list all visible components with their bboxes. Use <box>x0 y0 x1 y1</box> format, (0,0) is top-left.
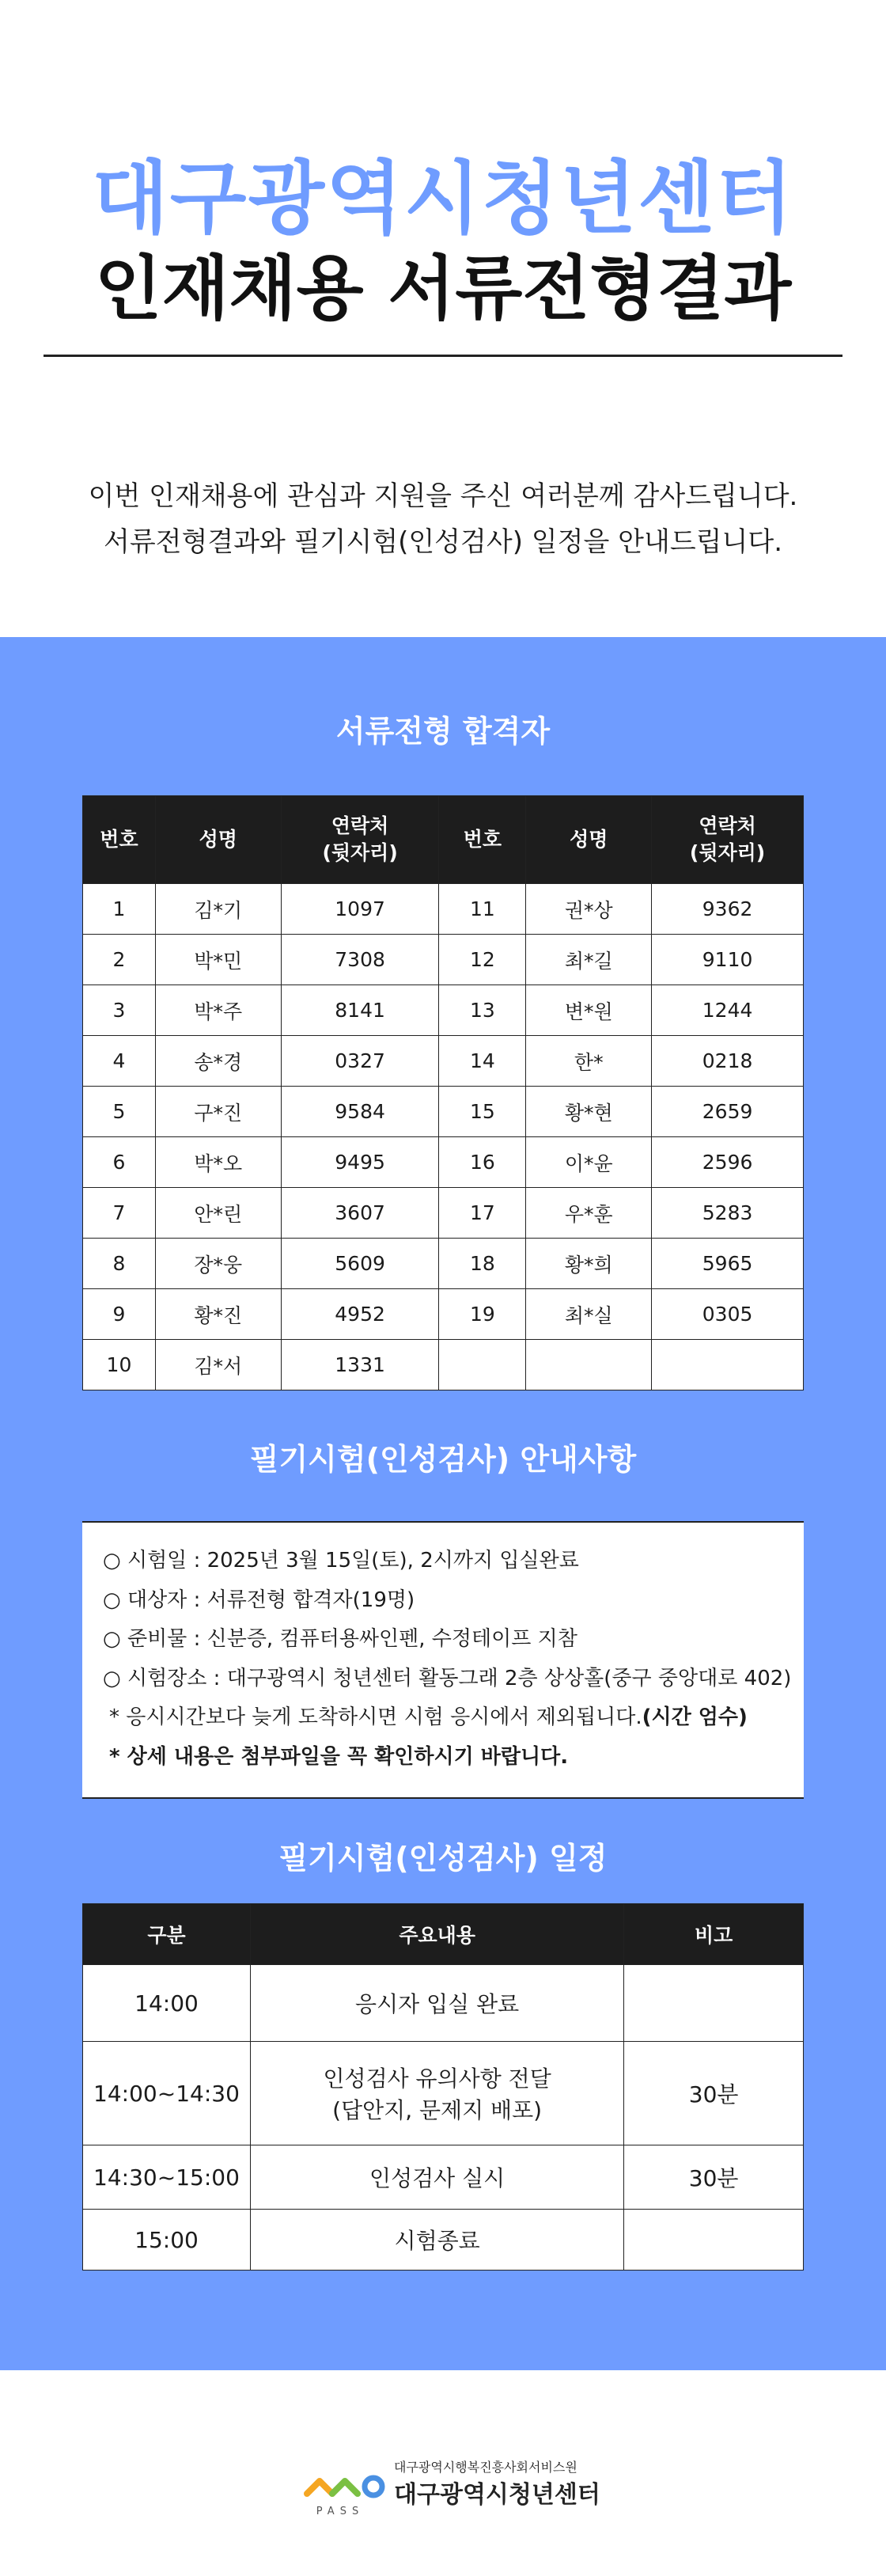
table-row <box>83 1087 804 1137</box>
cell-contact: 1331 <box>281 1340 439 1390</box>
notice-item: ○ 대상자 : 서류전형 합격자(19명) <box>103 1588 415 1612</box>
cell-name: 구*진 <box>155 1087 281 1137</box>
center-title: 대구광역시청년센터 <box>92 152 794 245</box>
cell-name: 박*주 <box>155 985 281 1036</box>
cell-name: 한* <box>526 1036 652 1087</box>
cell-name: 송*경 <box>155 1036 281 1087</box>
passers-table <box>82 795 804 1390</box>
cell-name: 박*오 <box>155 1137 281 1188</box>
cell-number: 4 <box>83 1036 156 1087</box>
divider <box>44 355 842 357</box>
intro-line: 이번 인재채용에 관심과 지원을 주신 여러분께 감사드립니다. <box>88 480 798 512</box>
cell-name: 이*윤 <box>526 1137 652 1188</box>
cell-name: 권*상 <box>526 884 652 935</box>
cell-number: 16 <box>439 1137 526 1188</box>
cell-remarks <box>624 2210 804 2271</box>
cell-content: 인성검사 실시 <box>250 2145 623 2210</box>
cell-contact: 5609 <box>281 1239 439 1289</box>
col-content: 주요내용 <box>250 1904 623 1965</box>
table-row <box>83 2210 804 2271</box>
table-row <box>83 1036 804 1087</box>
warning-emphasis: (시간 엄수) <box>642 1705 748 1729</box>
org-parent-name: 대구광역시행복진흥사회서비스원 <box>394 2460 577 2475</box>
page-header <box>0 0 886 637</box>
cell-number: 13 <box>439 985 526 1036</box>
cell-time: 14:00~14:30 <box>83 2042 251 2145</box>
table-header-row <box>83 1904 804 1965</box>
cell-number: 7 <box>83 1188 156 1239</box>
col-remarks: 비고 <box>624 1904 804 1965</box>
table-row <box>83 884 804 935</box>
cell-contact: 0327 <box>281 1036 439 1087</box>
intro-text <box>0 473 886 565</box>
cell-contact: 4952 <box>281 1289 439 1340</box>
cell-number: 1 <box>83 884 156 935</box>
cell-number: 12 <box>439 935 526 985</box>
table-header-row <box>83 796 804 884</box>
cell-contact: 5283 <box>652 1188 804 1239</box>
notice-item: ○ 준비물 : 신분증, 컴퓨터용싸인펜, 수정테이프 지참 <box>103 1627 577 1651</box>
cell-name: 김*서 <box>155 1340 281 1390</box>
cell-remarks: 30분 <box>624 2145 804 2210</box>
passers-section-title: 서류전형 합격자 <box>335 714 551 749</box>
cell-name: 김*기 <box>155 884 281 935</box>
intro-line: 서류전형결과와 필기시험(인성검사) 일정을 안내드립니다. <box>103 526 782 558</box>
cell-name: 박*민 <box>155 935 281 985</box>
col-number: 번호 <box>83 796 156 884</box>
cell-contact: 9362 <box>652 884 804 935</box>
cell-name: 황*진 <box>155 1289 281 1340</box>
cell-contact: 9110 <box>652 935 804 985</box>
cell-number <box>439 1340 526 1390</box>
cell-contact: 3607 <box>281 1188 439 1239</box>
cell-contact <box>652 1340 804 1390</box>
cell-time: 14:30~15:00 <box>83 2145 251 2210</box>
notice-section-title: 필기시험(인성검사) 안내사항 <box>249 1442 637 1477</box>
notice-item: ○ 시험장소 : 대구광역시 청년센터 활동그래 2층 상상홀(중구 중앙대로 402) <box>103 1666 792 1690</box>
cell-number: 17 <box>439 1188 526 1239</box>
table-row <box>83 935 804 985</box>
col-contact: 연락처 (뒷자리) <box>281 796 439 884</box>
org-name: 대구광역시청년센터 <box>394 2481 600 2509</box>
cell-number: 3 <box>83 985 156 1036</box>
cell-number: 14 <box>439 1036 526 1087</box>
cell-name: 변*원 <box>526 985 652 1036</box>
table-row <box>83 1965 804 2042</box>
cell-content: 응시자 입실 완료 <box>250 1965 623 2042</box>
cell-contact: 8141 <box>281 985 439 1036</box>
table-row <box>83 1239 804 1289</box>
col-name: 성명 <box>155 796 281 884</box>
table-row <box>83 1188 804 1239</box>
cell-contact: 5965 <box>652 1239 804 1289</box>
cell-content: 인성검사 유의사항 전달 (답안지, 문제지 배포) <box>250 2042 623 2145</box>
pass-logo-icon <box>304 2464 391 2521</box>
logo-text: PASS <box>316 2506 365 2517</box>
cell-name: 황*현 <box>526 1087 652 1137</box>
cell-number: 11 <box>439 884 526 935</box>
cell-contact: 9584 <box>281 1087 439 1137</box>
notice-warning: * 상세 내용은 첨부파일을 꼭 확인하시기 바랍니다. <box>109 1744 569 1769</box>
table-row <box>83 2145 804 2210</box>
footer <box>0 2370 886 2576</box>
col-time: 구분 <box>83 1904 251 1965</box>
schedule-table <box>82 1903 804 2271</box>
cell-contact: 2596 <box>652 1137 804 1188</box>
col-contact: 연락처 (뒷자리) <box>652 796 804 884</box>
cell-number: 19 <box>439 1289 526 1340</box>
cell-time: 15:00 <box>83 2210 251 2271</box>
cell-number: 5 <box>83 1087 156 1137</box>
cell-name: 최*길 <box>526 935 652 985</box>
cell-contact: 0218 <box>652 1036 804 1087</box>
cell-number: 9 <box>83 1289 156 1340</box>
col-number: 번호 <box>439 796 526 884</box>
cell-name: 우*훈 <box>526 1188 652 1239</box>
table-row <box>83 985 804 1036</box>
cell-contact: 9495 <box>281 1137 439 1188</box>
cell-number: 15 <box>439 1087 526 1137</box>
cell-name: 황*희 <box>526 1239 652 1289</box>
cell-contact: 1244 <box>652 985 804 1036</box>
cell-name: 최*실 <box>526 1289 652 1340</box>
cell-number: 6 <box>83 1137 156 1188</box>
cell-remarks: 30분 <box>624 2042 804 2145</box>
cell-contact: 2659 <box>652 1087 804 1137</box>
cell-contact: 1097 <box>281 884 439 935</box>
cell-number: 10 <box>83 1340 156 1390</box>
table-row <box>83 2042 804 2145</box>
cell-name: 장*웅 <box>155 1239 281 1289</box>
col-name: 성명 <box>526 796 652 884</box>
cell-content: 시험종료 <box>250 2210 623 2271</box>
cell-remarks <box>624 1965 804 2042</box>
cell-name <box>526 1340 652 1390</box>
cell-name: 안*린 <box>155 1188 281 1239</box>
schedule-section-title: 필기시험(인성검사) 일정 <box>278 1841 608 1876</box>
cell-number: 8 <box>83 1239 156 1289</box>
table-row <box>83 1340 804 1390</box>
cell-number: 18 <box>439 1239 526 1289</box>
notice-item: ○ 시험일 : 2025년 3월 15일(토), 2시까지 입실완료 <box>103 1549 579 1573</box>
warning-text: * 응시시간보다 늦게 도착하시면 시험 응시에서 제외됩니다. <box>109 1705 642 1729</box>
cell-number: 2 <box>83 935 156 985</box>
table-row <box>83 1137 804 1188</box>
cell-contact: 0305 <box>652 1289 804 1340</box>
notice-warning <box>103 1698 804 1738</box>
cell-contact: 7308 <box>281 935 439 985</box>
recruitment-result-title: 인재채용 서류전형결과 <box>94 248 792 329</box>
notice-box <box>82 1521 804 1799</box>
cell-time: 14:00 <box>83 1965 251 2042</box>
table-row <box>83 1289 804 1340</box>
